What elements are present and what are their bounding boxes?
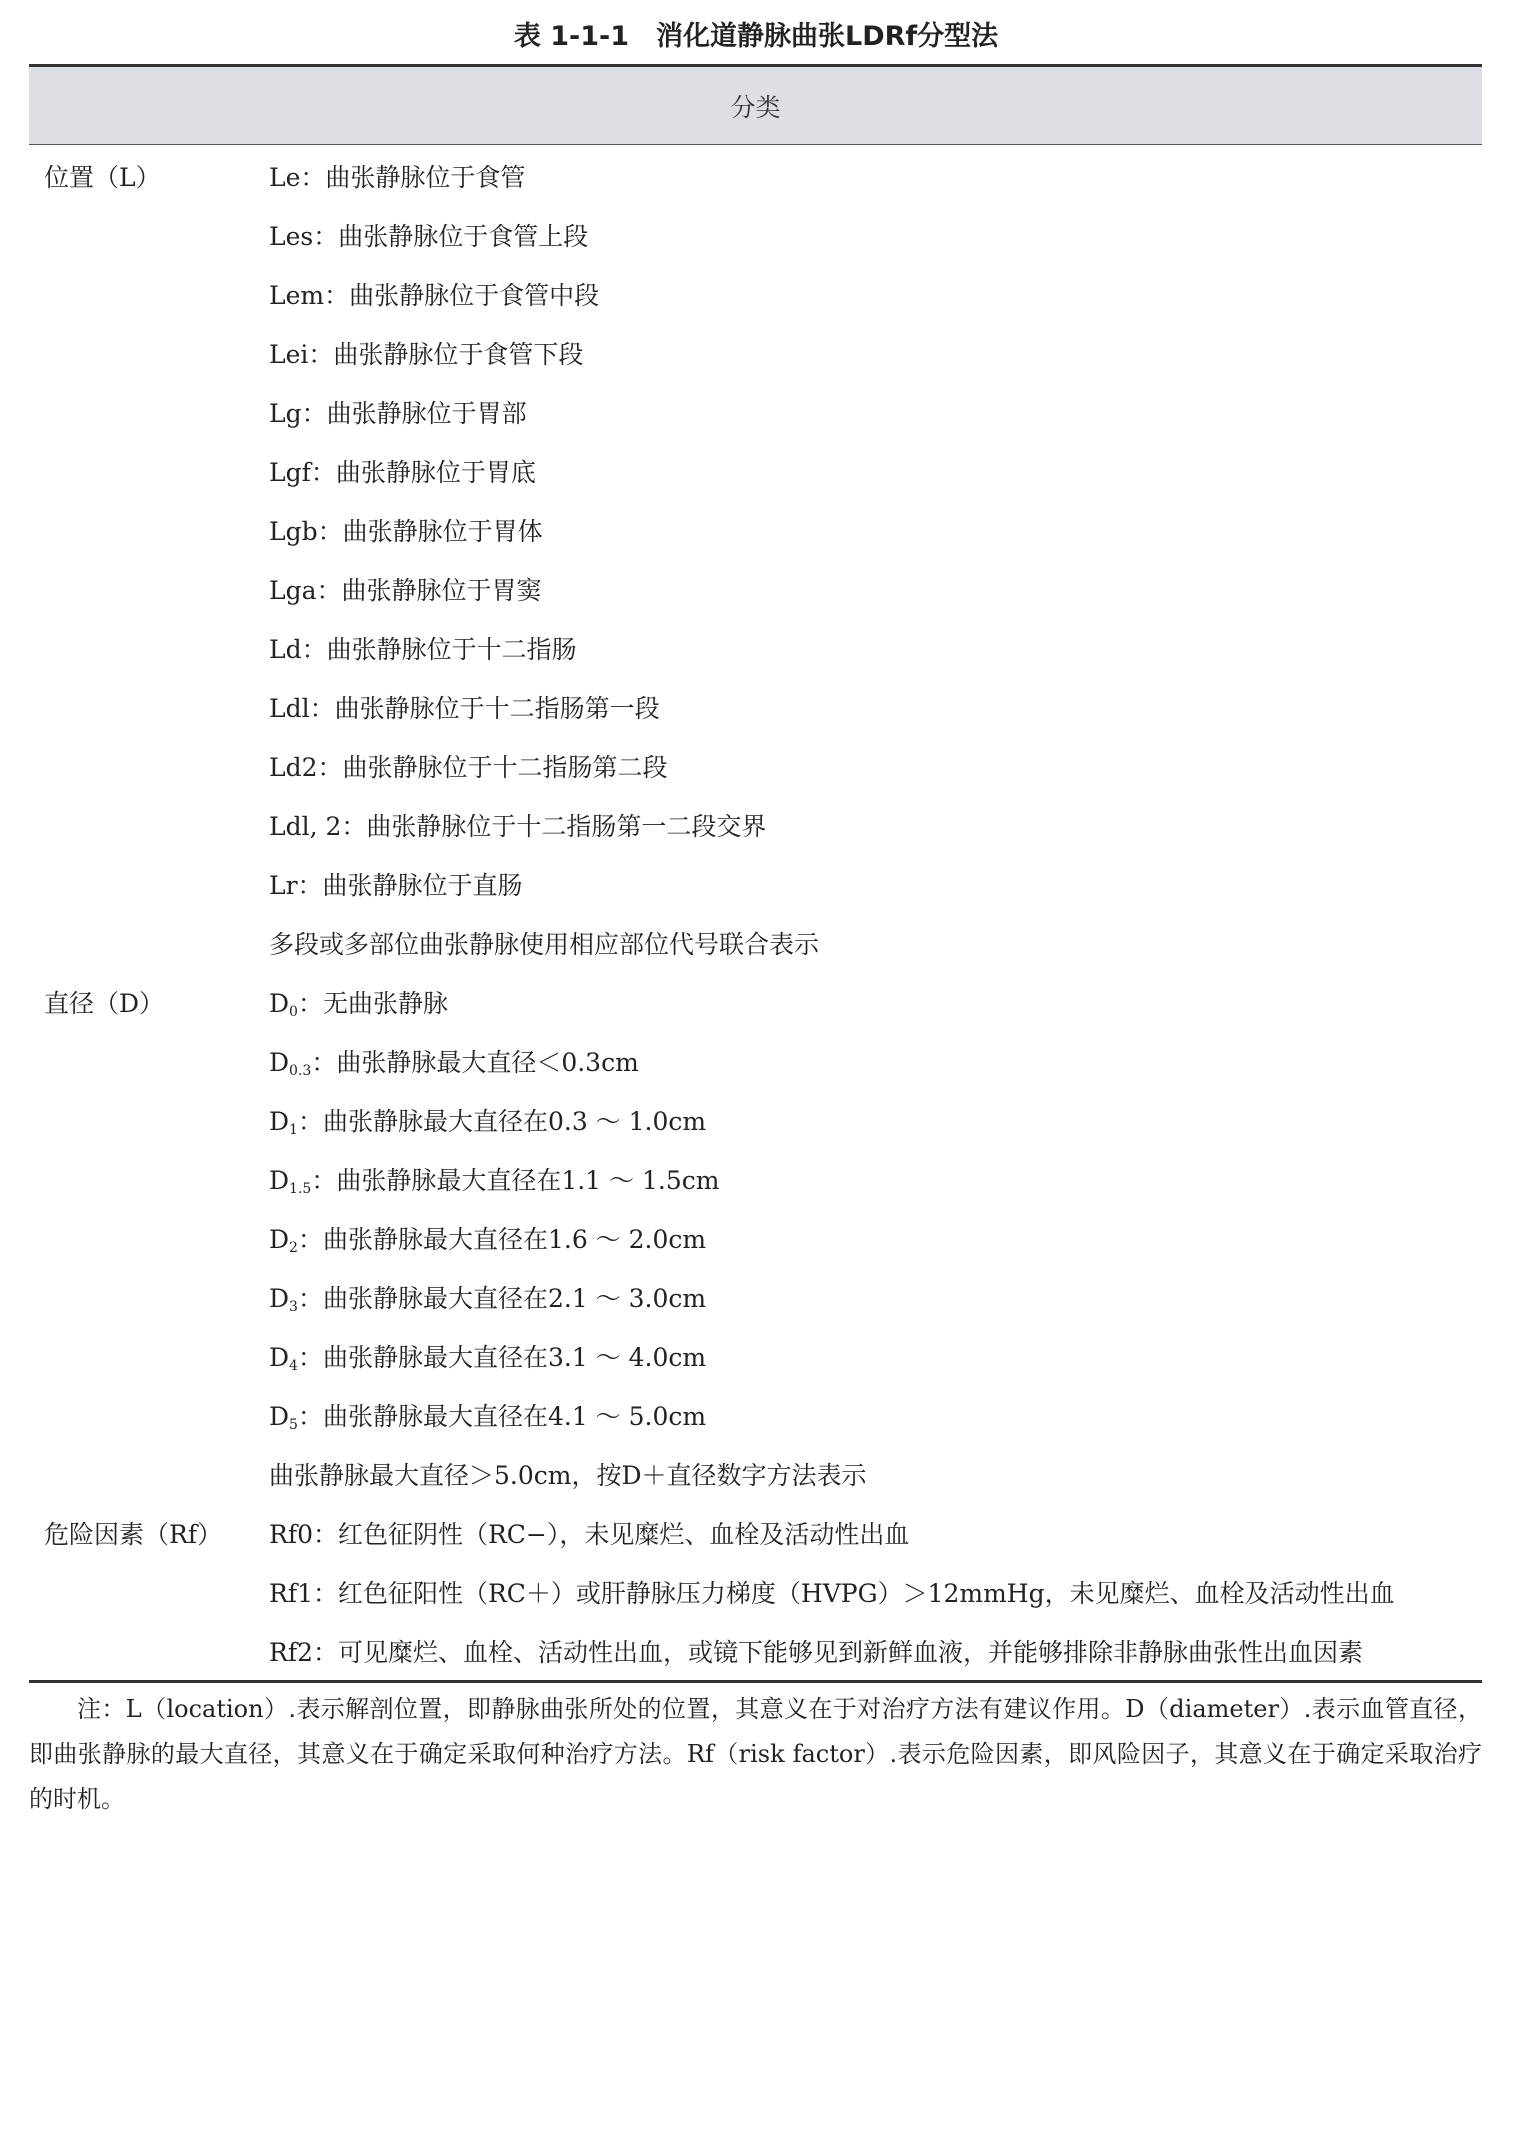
description-cell: Rf1：红色征阳性（RC＋）或肝静脉压力梯度（HVPG）＞12mmHg，未见糜烂、血栓及活动性出血	[269, 1579, 1395, 1608]
description-text: ：曲张静脉最大直径在3.1 ～ 4.0cm	[297, 1343, 707, 1372]
table-row	[29, 1092, 1482, 1151]
table-row	[29, 915, 1482, 974]
description-cell: Ldl：曲张静脉位于十二指肠第一段	[269, 694, 660, 723]
table-row	[29, 1446, 1482, 1505]
description-text: ：曲张静脉最大直径在1.1 ～ 1.5cm	[311, 1166, 720, 1195]
category-cell: 位置（L）	[44, 163, 161, 192]
diameter-code: D	[269, 1166, 290, 1195]
description-cell: Rf2：可见糜烂、血栓、活动性出血，或镜下能够见到新鲜血液，并能够排除非静脉曲张性出血因素	[269, 1638, 1363, 1667]
description-text: ：曲张静脉最大直径在0.3 ～ 1.0cm	[297, 1107, 707, 1136]
table-row	[29, 1151, 1482, 1210]
diameter-subscript: 2	[289, 1240, 298, 1256]
header-label: 分类	[730, 92, 781, 122]
table-row	[29, 1269, 1482, 1328]
category-cell: 危险因素（Rf）	[44, 1520, 223, 1549]
description-cell: Rf0：红色征阴性（RC−），未见糜烂、血栓及活动性出血	[269, 1520, 910, 1549]
table-footnote: 注：L（location）.表示解剖位置，即静脉曲张所处的位置，其意义在于对治疗方法有建议作用。D（diameter）.表示血管直径，即曲张静脉的最大直径，其意义在于确定采取何种治疗方法。Rf（risk factor）.表示危险因素，即风险因子，其意义在于确定采取治疗的时机。	[29, 1695, 1482, 1813]
table-row	[29, 1328, 1482, 1387]
description-cell: Lg：曲张静脉位于胃部	[269, 399, 527, 428]
table-row	[29, 1387, 1482, 1446]
description-cell: Les：曲张静脉位于食管上段	[269, 222, 589, 251]
table-row	[29, 207, 1482, 266]
description-cell: Ld：曲张静脉位于十二指肠	[269, 635, 577, 664]
description-text: ：无曲张静脉	[297, 989, 448, 1018]
diameter-code: D	[269, 989, 290, 1018]
description-cell: Le：曲张静脉位于食管	[269, 163, 526, 192]
diameter-subscript: 1	[289, 1122, 298, 1138]
description-cell: 曲张静脉最大直径＞5.0cm，按D＋直径数字方法表示	[269, 1461, 867, 1490]
description-cell: Lgf：曲张静脉位于胃底	[269, 458, 536, 487]
table-row	[29, 1564, 1482, 1623]
table-row	[29, 502, 1482, 561]
description-cell: Lga：曲张静脉位于胃窦	[269, 576, 542, 605]
description-cell: Lem：曲张静脉位于食管中段	[269, 281, 600, 310]
diameter-code: D	[269, 1107, 290, 1136]
diameter-subscript: 4	[289, 1358, 298, 1374]
table-row	[29, 620, 1482, 679]
table-row	[29, 266, 1482, 325]
table-body	[29, 148, 1482, 1682]
description-text: ：曲张静脉最大直径＜0.3cm	[311, 1048, 639, 1077]
description-text: ：曲张静脉最大直径在2.1 ～ 3.0cm	[297, 1284, 707, 1313]
table-row	[29, 797, 1482, 856]
description-text: ：曲张静脉最大直径在4.1 ～ 5.0cm	[297, 1402, 707, 1431]
description-cell	[269, 974, 448, 1033]
description-cell: Lei：曲张静脉位于食管下段	[269, 340, 584, 369]
table-row	[29, 1505, 1482, 1564]
table-row	[29, 1623, 1482, 1682]
description-cell	[269, 1387, 706, 1446]
description-cell: 多段或多部位曲张静脉使用相应部位代号联合表示	[269, 930, 820, 959]
description-cell: Ld2：曲张静脉位于十二指肠第二段	[269, 753, 668, 782]
description-cell: Lr：曲张静脉位于直肠	[269, 871, 523, 900]
description-cell	[269, 1033, 639, 1092]
diameter-code: D	[269, 1048, 290, 1077]
description-cell	[269, 1269, 706, 1328]
description-cell	[269, 1210, 706, 1269]
table-header	[29, 67, 1482, 145]
description-cell: Ldl, 2：曲张静脉位于十二指肠第一二段交界	[269, 812, 767, 841]
table-row	[29, 1210, 1482, 1269]
table-title: 表 1-1-1 消化道静脉曲张LDRf分型法	[513, 21, 999, 52]
description-cell: Lgb：曲张静脉位于胃体	[269, 517, 543, 546]
table-row	[29, 148, 1482, 207]
table-row	[29, 561, 1482, 620]
category-cell: 直径（D）	[44, 989, 165, 1018]
diameter-subscript: 0.3	[289, 1063, 312, 1079]
description-cell	[269, 1328, 706, 1387]
diameter-subscript: 0	[289, 1004, 298, 1020]
table-row	[29, 679, 1482, 738]
diameter-subscript: 5	[289, 1417, 298, 1433]
table-row	[29, 974, 1482, 1033]
diameter-code: D	[269, 1343, 290, 1372]
diameter-subscript: 3	[289, 1299, 298, 1315]
diameter-code: D	[269, 1284, 290, 1313]
description-cell	[269, 1092, 706, 1151]
description-cell	[269, 1151, 719, 1210]
table-row	[29, 1033, 1482, 1092]
description-text: ：曲张静脉最大直径在1.6 ～ 2.0cm	[297, 1225, 707, 1254]
table-row	[29, 856, 1482, 915]
table-row	[29, 738, 1482, 797]
diameter-code: D	[269, 1225, 290, 1254]
diameter-code: D	[269, 1402, 290, 1431]
table-row	[29, 325, 1482, 384]
table-row	[29, 384, 1482, 443]
table-bottom-rule	[29, 1680, 1482, 1683]
diameter-subscript: 1.5	[289, 1181, 312, 1197]
table-row	[29, 443, 1482, 502]
